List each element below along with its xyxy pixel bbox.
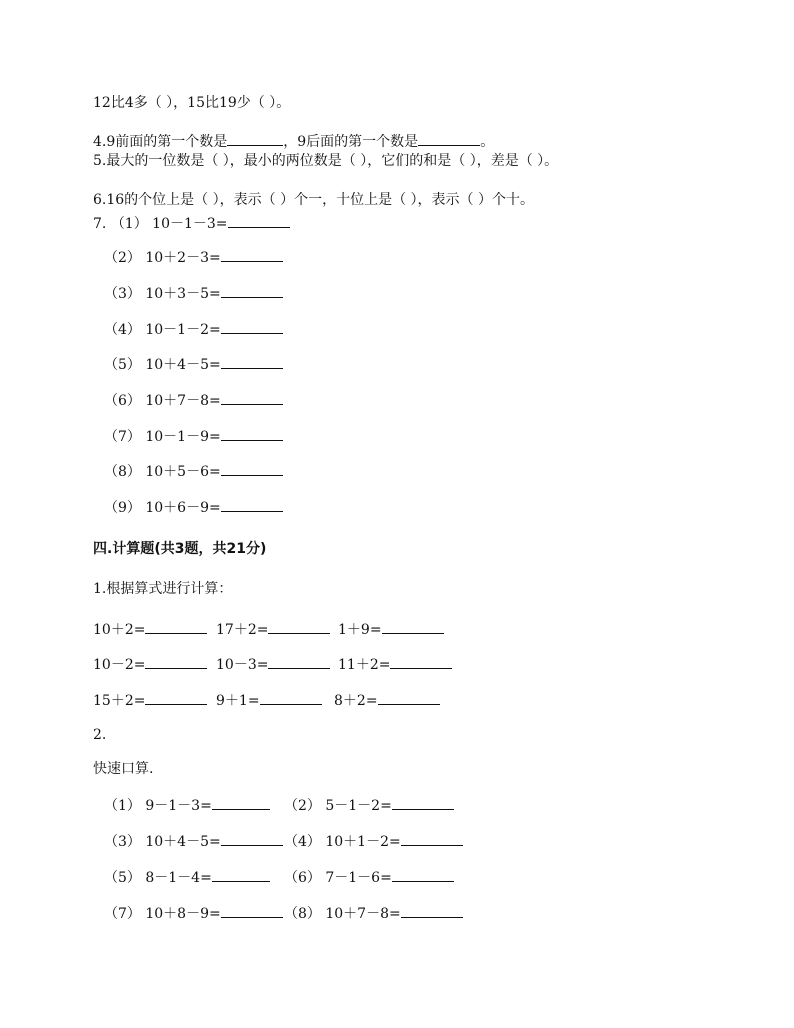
answer-blank[interactable] [228,214,290,228]
answer-blank[interactable] [390,655,452,669]
answer-blank[interactable] [221,355,283,369]
answer-blank[interactable] [392,796,454,810]
calc-expression: 9＋1= [216,693,260,709]
calc-expression: 10－2= [93,657,146,673]
answer-blank[interactable] [221,462,283,476]
answer-blank[interactable] [227,132,283,146]
calc-item [93,655,207,674]
calc-item [284,868,454,887]
question-7-label: 7. [93,216,107,232]
question-5: 5.最大的一位数是（ ），最小的两位数是（ ），它们的和是（ ），差是（ ）。 [93,153,559,169]
answer-blank[interactable] [378,691,440,705]
calc-item [104,868,270,887]
question-7-item: （1） 10－1－3= [110,216,228,232]
question-1: 12比4多（ ），15比19少（ ）。 [93,95,291,111]
question-4-part-c: 。 [480,134,495,150]
calc-item [338,655,452,674]
question-7-item: （9） 10＋6－9= [104,500,221,516]
answer-blank[interactable] [221,320,283,334]
question-7-item-row [104,498,283,517]
answer-blank[interactable] [268,655,330,669]
calc-expression: （4） 10＋1－2= [284,834,401,850]
calc-item [216,620,330,639]
calc-expression: （8） 10＋7－8= [284,906,401,922]
answer-blank[interactable] [221,284,283,298]
calc-expression: （7） 10＋8－9= [104,906,221,922]
calc-item [284,904,463,923]
answer-blank[interactable] [260,691,322,705]
answer-blank[interactable] [145,620,207,634]
calc-expression: 10－3= [216,657,269,673]
answer-blank[interactable] [382,620,444,634]
question-7-item: （3） 10＋3－5= [104,286,221,302]
calc-item [104,904,283,923]
answer-blank[interactable] [221,904,283,918]
calc-item [104,832,283,851]
question-7-item-row [104,284,283,303]
answer-blank[interactable] [212,796,270,810]
calc-item [104,796,270,815]
answer-blank[interactable] [145,655,207,669]
calc-expression: 11＋2= [338,657,391,673]
calc-expression: 15＋2= [93,693,146,709]
question-7 [93,214,290,233]
question-7-item: （8） 10＋5－6= [104,464,221,480]
answer-blank[interactable] [392,868,454,882]
answer-blank[interactable] [418,132,480,146]
answer-blank[interactable] [221,498,283,512]
question-7-item-row [104,427,283,446]
calc-expression: （5） 8－1－4= [104,870,212,886]
question-6: 6.16的个位上是（ ），表示（ ）个一，十位上是（ ），表示（ ）个十。 [93,192,534,208]
answer-blank[interactable] [401,904,463,918]
question-4 [93,132,494,151]
calc-expression: 10＋2= [93,622,146,638]
calc-item [334,691,440,710]
question-7-item-row [104,248,283,267]
question-4-part-a: 4.9前面的第一个数是 [93,134,228,150]
calc-expression: （6） 7－1－6= [284,870,392,886]
calc-item [93,620,207,639]
calc-expression: 17＋2= [216,622,269,638]
calc-item [216,691,322,710]
calc-question-1-title: 1.根据算式进行计算： [93,581,233,597]
question-7-item: （6） 10＋7－8= [104,393,221,409]
section-heading: 四.计算题(共3题，共21分) [93,541,267,557]
answer-blank[interactable] [212,868,270,882]
calc-expression: （3） 10＋4－5= [104,834,221,850]
question-7-item: （5） 10＋4－5= [104,357,221,373]
question-7-item-row [104,320,283,339]
calc-expression: 8＋2= [334,693,378,709]
calc-item [216,655,330,674]
question-4-part-b: ，9后面的第一个数是 [283,134,419,150]
calc-expression: （1） 9－1－3= [104,798,212,814]
calc-item [338,620,444,639]
question-7-item: （2） 10＋2－3= [104,250,221,266]
question-7-item-row [104,391,283,410]
calc-item [93,691,207,710]
answer-blank[interactable] [221,832,283,846]
answer-blank[interactable] [221,391,283,405]
calc-expression: 1＋9= [338,622,382,638]
question-7-item: （7） 10－1－9= [104,429,221,445]
answer-blank[interactable] [221,248,283,262]
calc-item [284,796,454,815]
calc-question-2-title: 快速口算. [93,761,154,777]
question-7-item-row [104,355,283,374]
answer-blank[interactable] [221,427,283,441]
answer-blank[interactable] [145,691,207,705]
calc-item [284,832,463,851]
calc-question-2-label: 2. [93,727,107,743]
question-7-item: （4） 10－1－2= [104,322,221,338]
answer-blank[interactable] [401,832,463,846]
calc-expression: （2） 5－1－2= [284,798,392,814]
answer-blank[interactable] [268,620,330,634]
question-7-item-row [104,462,283,481]
